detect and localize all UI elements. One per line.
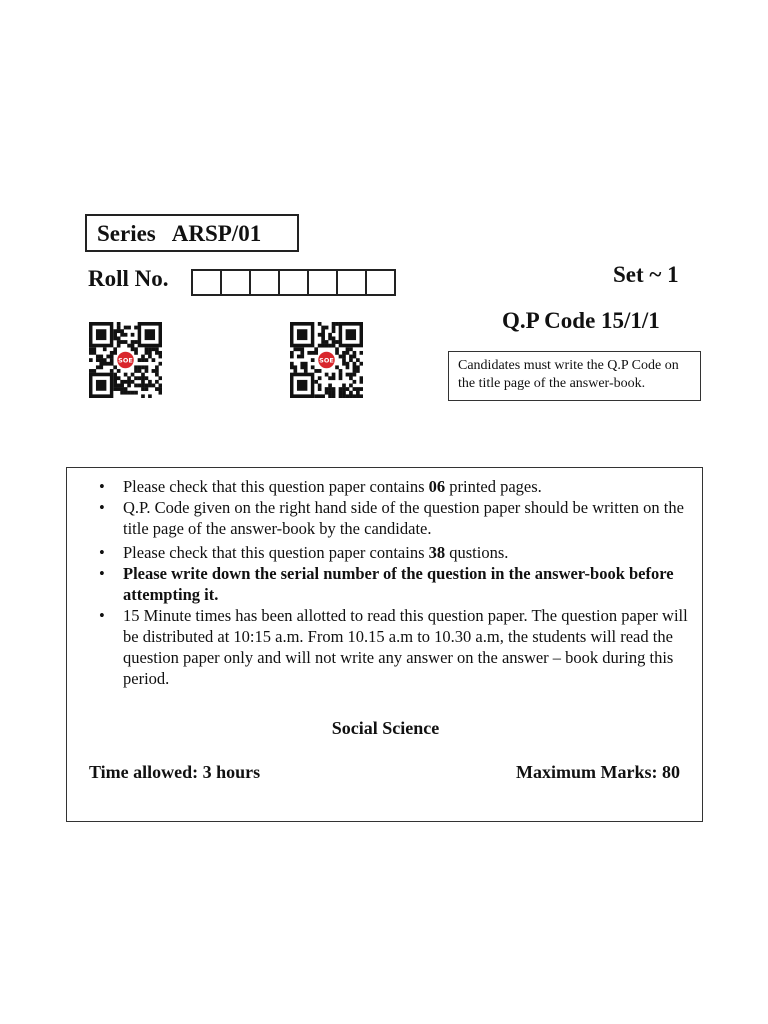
- roll-number-digit-box[interactable]: [365, 269, 396, 296]
- roll-number-digit-box[interactable]: [220, 269, 251, 296]
- logo-text: SOE: [319, 356, 334, 365]
- qr-finder-pattern: [89, 373, 113, 398]
- instruction-item: [99, 563, 694, 605]
- series-box: Series ARSP/01: [85, 214, 299, 252]
- logo-text: SOE: [118, 356, 133, 365]
- bullet-icon: •: [99, 564, 105, 583]
- instruction-item: [99, 605, 694, 689]
- bullet-icon: •: [99, 543, 105, 562]
- qr-code-icon: [89, 322, 162, 398]
- instruction-text: Please check that this question paper contains: [123, 543, 429, 562]
- subject-title: Social Science: [331, 718, 440, 738]
- qr-code-icon: [290, 322, 363, 398]
- bullet-icon: •: [99, 498, 105, 517]
- roll-number-digit-box[interactable]: [278, 269, 309, 296]
- instruction-text: 15 Minute times has been allotted to read this question paper. The question paper will be distributed at 10:15 a.m. From 10.15 a.m to 10.30 a.m, the students will read the question paper only and will not write any answer on the answer – book during this period.: [123, 606, 688, 688]
- roll-number-digit-box[interactable]: [336, 269, 367, 296]
- time-allowed: Time allowed: 3 hours: [89, 762, 261, 782]
- roll-number-label: Roll No.: [88, 266, 169, 291]
- roll-number-digit-box[interactable]: [249, 269, 280, 296]
- instruction-item: [99, 497, 694, 539]
- instruction-text: 06: [428, 477, 446, 496]
- instruction-item: [99, 476, 694, 497]
- qr-finder-pattern: [339, 322, 363, 347]
- qp-code-note: Candidates must write the Q.P Code on the title page of the answer-book.: [448, 351, 701, 401]
- instruction-text: qustions.: [445, 543, 509, 562]
- qr-finder-pattern: [290, 373, 314, 398]
- bullet-icon: •: [99, 606, 105, 625]
- roll-number-boxes[interactable]: [191, 269, 394, 296]
- instruction-item: [99, 542, 694, 563]
- instructions-list: [99, 476, 694, 689]
- instruction-text: 38: [428, 543, 446, 562]
- roll-number-digit-box[interactable]: [191, 269, 222, 296]
- qr-finder-pattern: [290, 322, 314, 347]
- bullet-icon: •: [99, 477, 105, 496]
- roll-number-digit-box[interactable]: [307, 269, 338, 296]
- maximum-marks: Maximum Marks: 80: [516, 762, 680, 782]
- instruction-text: Please check that this question paper contains: [123, 477, 429, 496]
- instruction-text: printed pages.: [445, 477, 542, 496]
- instruction-text: Q.P. Code given on the right hand side of the question paper should be written on the title page of the answer-book by the candidate.: [123, 498, 684, 538]
- instruction-text: Please write down the serial number of the question in the answer-book before attempting it.: [123, 564, 674, 604]
- set-label: Set ~ 1: [613, 262, 679, 287]
- instructions-panel: [66, 467, 703, 822]
- qp-code: Q.P Code 15/1/1: [502, 308, 660, 333]
- qr-finder-pattern: [89, 322, 113, 347]
- qr-finder-pattern: [138, 322, 162, 347]
